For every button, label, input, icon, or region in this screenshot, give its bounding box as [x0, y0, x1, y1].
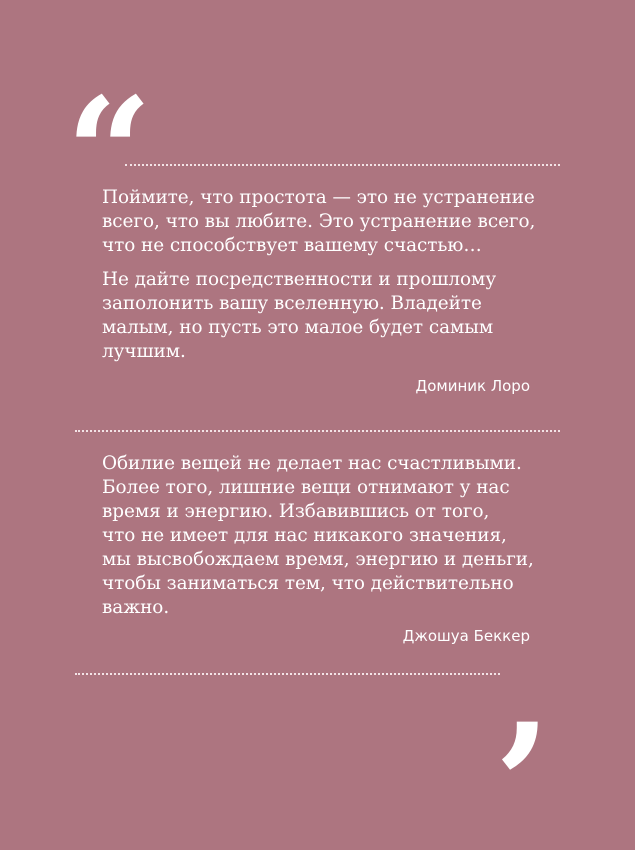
opening-quote-mark-icon: “: [66, 65, 153, 241]
closing-quote-mark-icon: ,: [500, 605, 553, 781]
dotted-divider-top: [125, 164, 560, 166]
dotted-divider-bottom: [75, 673, 500, 675]
quote-1-author: Доминик Лоро: [415, 377, 530, 395]
quote-2-paragraph-1: Обилие вещей не делает нас счастливыми. Более того, лишние вещи отнимают у нас время и энергию. Избавившись от того, что не имеет для нас никакого значения, мы высвобождаем время, энергию и деньги, чтобы заниматься тем, что действительно важно.: [102, 453, 534, 618]
dotted-divider-middle: [75, 430, 560, 432]
quote-1-paragraph-1: Поймите, что простота — это не устранение всего, что вы любите. Это устранение всего, что не способствует вашему счастью…: [102, 187, 536, 256]
quote-2-author: Джошуа Беккер: [402, 627, 530, 645]
quote-1-paragraph-2: Не дайте посредственности и прошлому заполонить вашу вселенную. Владейте малым, но пусть это малое будет самым лучшим.: [102, 269, 497, 362]
